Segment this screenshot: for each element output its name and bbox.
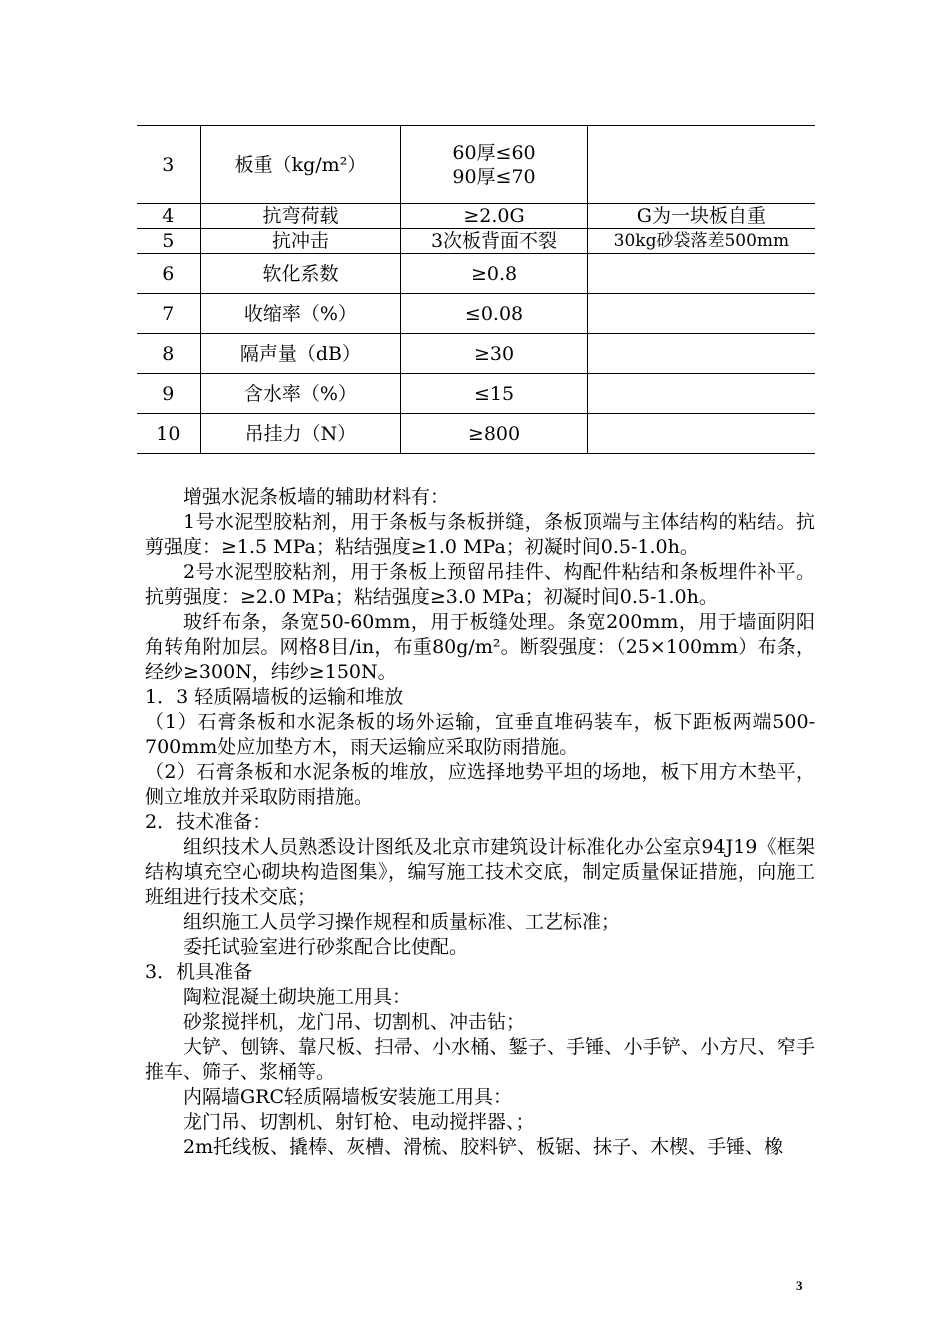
paragraph: 龙门吊、切割机、射钉枪、电动搅拌器、；	[183, 1111, 535, 1133]
paragraph: 1号水泥型胶粘剂，用于条板与条板拼缝，条板顶端与主体结构的粘结。抗剪强度：≥1.5 MPa；粘结强度≥1.0 MPa；初凝时间0.5-1.0h。	[145, 511, 815, 558]
table-row	[137, 254, 815, 294]
paragraph: 增强水泥条板墙的辅助材料有：	[183, 486, 450, 508]
paragraph: 2号水泥型胶粘剂，用于条板上预留吊挂件、构配件粘结和条板埋件补平。抗剪强度：≥2.0 MPa；粘结强度≥3.0 MPa；初凝时间0.5-1.0h。	[145, 561, 815, 608]
row-number: 9	[137, 374, 200, 414]
paragraph: 玻纤布条，条宽50-60mm，用于板缝处理。条宽200mm，用于墙面阴阳角转角附加层。网格8目/in，布重80g/m²。断裂强度：（25×100mm）布条，经纱≥300N，纬纱≥150N。	[145, 611, 815, 683]
row-note	[587, 414, 815, 454]
row-item: 板重（kg/m²）	[200, 126, 401, 204]
page-number: 3	[796, 1278, 803, 1293]
row-note	[587, 294, 815, 334]
spec-table	[137, 125, 815, 454]
row-note	[587, 334, 815, 374]
table-row	[137, 374, 815, 414]
row-item: 含水率（%）	[200, 374, 401, 414]
row-item: 抗弯荷载	[200, 204, 401, 229]
row-number: 5	[137, 229, 200, 254]
row-number: 7	[137, 294, 200, 334]
paragraph: （2）石膏条板和水泥条板的堆放，应选择地势平坦的场地，板下用方木垫平，侧立堆放并采取防雨措施。	[145, 761, 815, 808]
row-value-line: 90厚≤70	[452, 165, 536, 188]
row-number: 3	[137, 126, 200, 204]
table-row	[137, 229, 815, 254]
row-item: 抗冲击	[200, 229, 401, 254]
table-row	[137, 294, 815, 334]
paragraph: 砂浆搅拌机，龙门吊、切割机、冲击钻；	[183, 1011, 526, 1033]
row-value: ≥800	[401, 414, 588, 454]
paragraph: 委托试验室进行砂浆配合比使配。	[183, 936, 469, 958]
paragraph: 陶粒混凝土砌块施工用具：	[183, 986, 412, 1008]
row-item: 隔声量（dB）	[200, 334, 401, 374]
row-value	[401, 126, 588, 204]
table-row	[137, 414, 815, 454]
row-note	[587, 126, 815, 204]
row-value: 3次板背面不裂	[401, 229, 588, 254]
row-number: 4	[137, 204, 200, 229]
row-number: 8	[137, 334, 200, 374]
row-number: 10	[137, 414, 200, 454]
row-note: G为一块板自重	[587, 204, 815, 229]
paragraph: 2m托线板、撬棒、灰槽、滑梳、胶料铲、板锯、抹子、木楔、手锤、橡	[183, 1136, 784, 1158]
paragraph: 内隔墙GRC轻质隔墙板安装施工用具：	[183, 1086, 513, 1108]
row-value: ≤0.08	[401, 294, 588, 334]
row-value: ≥2.0G	[401, 204, 588, 229]
table-row	[137, 334, 815, 374]
paragraph: 组织技术人员熟悉设计图纸及北京市建筑设计标准化办公室京94J19《框架结构填充空心砌块构造图集》，编写施工技术交底，制定质量保证措施，向施工班组进行技术交底；	[145, 836, 815, 908]
paragraph: 组织施工人员学习操作规程和质量标准、工艺标准；	[183, 911, 621, 933]
paragraph: （1）石膏条板和水泥条板的场外运输，宜垂直堆码装车，板下距板两端500-700mm处应加垫方木，雨天运输应采取防雨措施。	[145, 711, 815, 758]
row-item: 收缩率（%）	[200, 294, 401, 334]
row-item: 软化系数	[200, 254, 401, 294]
row-note	[587, 374, 815, 414]
row-value: ≥0.8	[401, 254, 588, 294]
row-value: ≥30	[401, 334, 588, 374]
section-heading: 2．技术准备：	[145, 811, 272, 833]
paragraph: 大铲、刨锛、靠尺板、扫帚、小水桶、錾子、手锤、小手铲、小方尺、窄手推车、筛子、浆桶等。	[145, 1036, 815, 1083]
row-note	[587, 254, 815, 294]
table-row	[137, 204, 815, 229]
row-number: 6	[137, 254, 200, 294]
row-item: 吊挂力（N）	[200, 414, 401, 454]
row-value: ≤15	[401, 374, 588, 414]
table-row	[137, 126, 815, 204]
row-note: 30kg砂袋落差500mm	[587, 229, 815, 254]
section-heading: 1．3 轻质隔墙板的运输和堆放	[145, 686, 404, 708]
body-text	[145, 485, 815, 1160]
section-heading: 3．机具准备	[145, 961, 253, 983]
row-value-line: 60厚≤60	[452, 141, 536, 164]
